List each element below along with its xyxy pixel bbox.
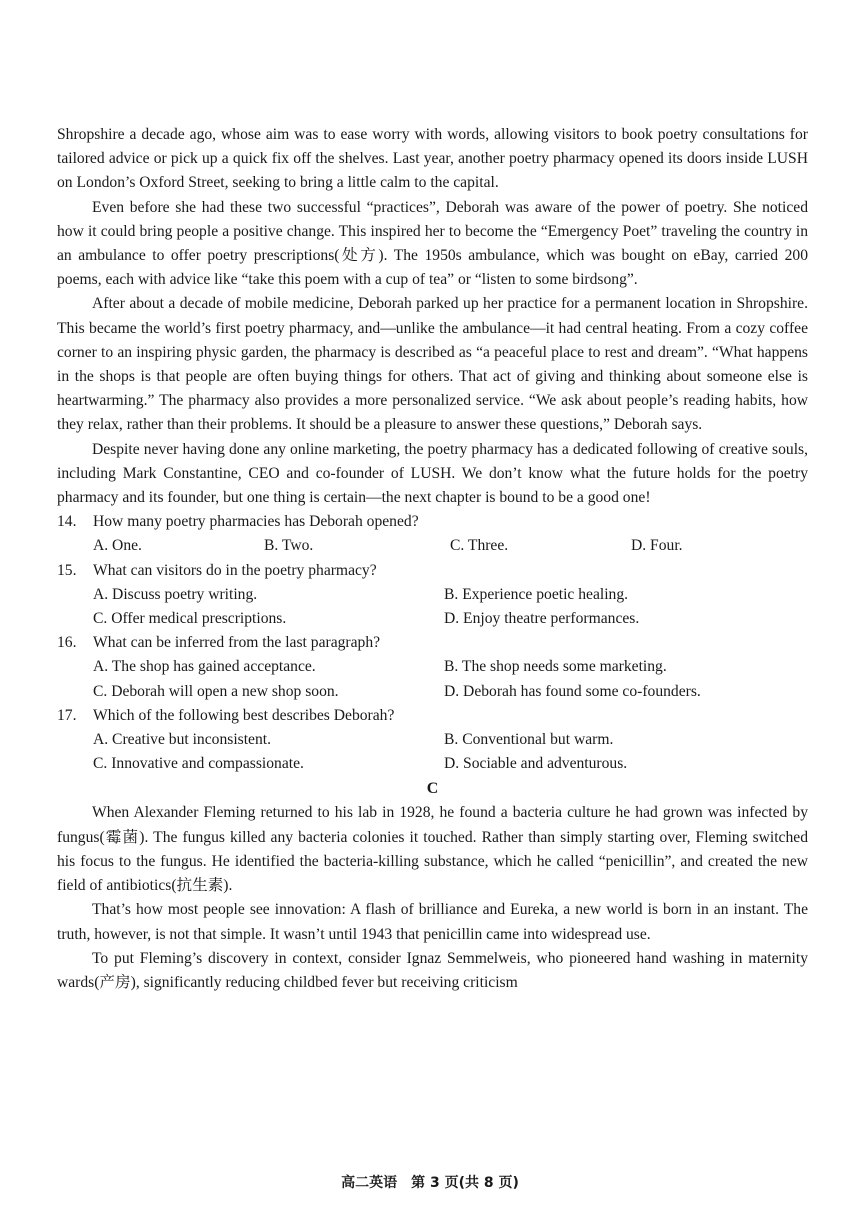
question-number: 17. [57,706,77,724]
question-16 [57,631,808,704]
option-c: C. Three. [450,537,509,555]
passage-b [57,123,808,510]
page-footer: 高二英语 第 3 页(共 8 页) [341,1175,519,1191]
question-17 [57,704,808,777]
question-stem: What can be inferred from the last paragraph? [93,634,381,652]
option-a: A. One. [93,537,142,555]
passage-paragraph: Even before she had these two successful “practices”, Deborah was aware of the power of poetry. She noticed how it could bring people a positive change. This inspired her to become the “Emergency Poet” traveling the country in an ambulance to offer poetry prescriptions(处方). The 1950s ambulance, which was bought on eBay, carried 200 poems, each with advice like “take this poem with a cup of tea” or “listen to some birdsong”. [57,198,808,289]
option-d: D. Enjoy theatre performances. [444,610,640,628]
passage-paragraph: That’s how most people see innovation: A flash of brilliance and Eureka, a new world is born in an instant. The truth, however, is not that simple. It wasn’t until 1943 that penicillin came into widespread use. [57,901,808,943]
passage-c [57,778,808,995]
question-number: 15. [57,561,77,579]
option-b: B. Two. [264,537,314,555]
question-number: 14. [57,513,77,531]
passage-paragraph: After about a decade of mobile medicine, Deborah parked up her practice for a permanent location in Shropshire. This became the world’s first poetry pharmacy, and—unlike the ambulance—it had central heating. From a cozy coffee corner to an inspiring physic garden, the pharmacy is described as “a peaceful place to rest and dream”. “What happens in the shops is that people are often buying things for others. That act of giving and thinking about someone else is heartwarming.” The pharmacy also provides a more personalized service. “We ask about people’s reading habits, how they relax, rather than their problems. It should be a pleasure to answer these questions,” Deborah says. [57,295,808,434]
option-c: C. Offer medical prescriptions. [93,610,287,628]
option-b: B. Conventional but warm. [444,731,614,749]
passage-paragraph: When Alexander Fleming returned to his lab in 1928, he found a bacteria culture he had grown was infected by fungus(霉菌). The fungus killed any bacteria colonies it touched. Rather than simply starting over, Fleming switched his focus to the fungus. He identified the bacteria-killing substance, which he called “penicillin”, and created the new field of antibiotics(抗生素). [57,804,808,895]
option-b: B. The shop needs some marketing. [444,658,667,676]
question-stem: Which of the following best describes Deborah? [93,706,395,724]
option-c: C. Deborah will open a new shop soon. [93,682,339,700]
passage-paragraph: To put Fleming’s discovery in context, consider Ignaz Semmelweis, who pioneered hand washing in maternity wards(产房), significantly reducing childbed fever but receiving criticism [57,949,808,991]
option-a: A. The shop has gained acceptance. [93,658,316,676]
option-c: C. Innovative and compassionate. [93,755,304,773]
passage-paragraph: Shropshire a decade ago, whose aim was to ease worry with words, allowing visitors to book poetry consultations for tailored advice or pick up a quick fix off the shelves. Last year, another poetry pharmacy opened its doors inside LUSH on London’s Oxford Street, seeking to bring a little calm to the capital. [57,126,808,192]
option-d: D. Four. [631,537,683,555]
question-number: 16. [57,634,77,652]
section-letter: C [426,780,439,798]
question-14 [57,510,808,558]
option-d: D. Deborah has found some co-founders. [444,682,701,700]
option-a: A. Discuss poetry writing. [93,585,258,603]
question-stem: What can visitors do in the poetry pharmacy? [93,561,377,579]
question-15 [57,559,808,632]
question-list [57,510,808,776]
option-a: A. Creative but inconsistent. [93,731,271,749]
option-b: B. Experience poetic healing. [444,585,629,603]
passage-paragraph: Despite never having done any online marketing, the poetry pharmacy has a dedicated following of creative souls, including Mark Constantine, CEO and co-founder of LUSH. We don’t know what the future holds for the poetry pharmacy and its founder, but one thing is certain—the next chapter is bound to be a good one! [57,440,808,507]
option-d: D. Sociable and adventurous. [444,755,628,773]
question-stem: How many poetry pharmacies has Deborah opened? [93,513,419,531]
